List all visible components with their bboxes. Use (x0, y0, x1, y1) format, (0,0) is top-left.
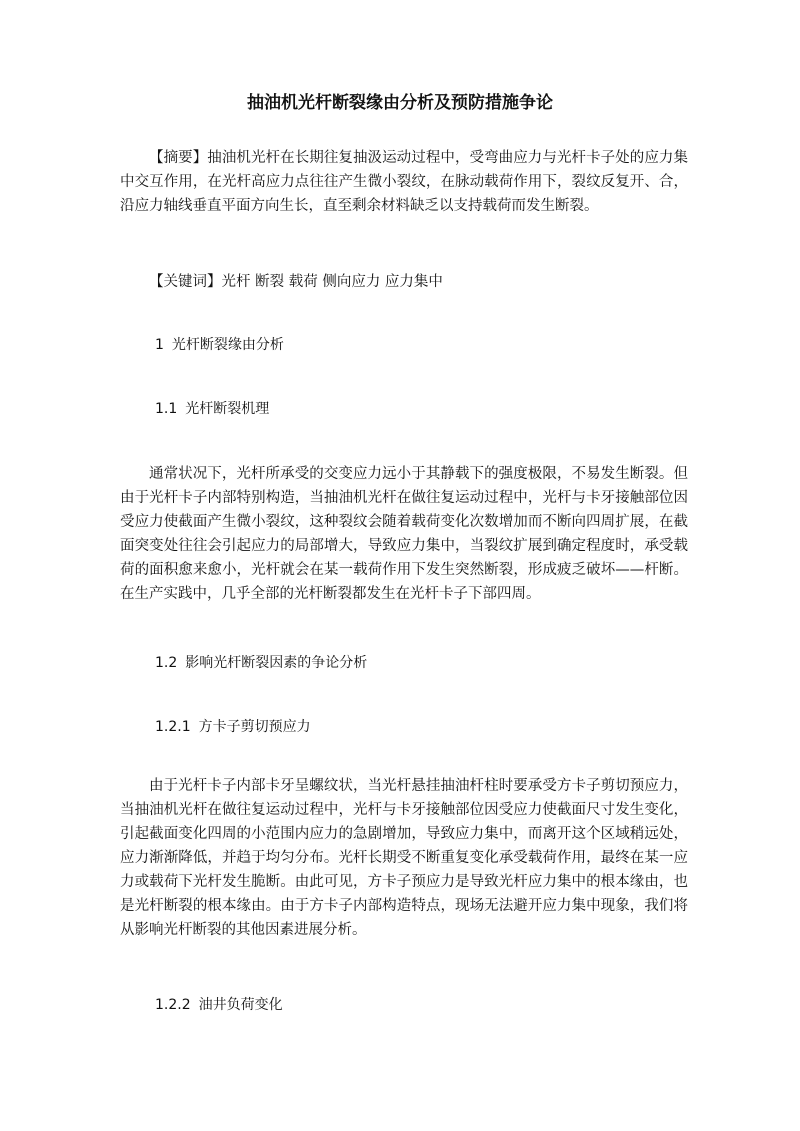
section-number: 1.2 (155, 655, 178, 671)
section-1-2-1-heading (155, 716, 311, 738)
section-title: 光杆断裂机理 (185, 401, 270, 417)
section-1-1-paragraph: 通常状况下，光杆所承受的交变应力远小于其静载下的强度极限，不易发生断裂。但由于光杆卡子内部特别构造，当抽油机光杆在做往复运动过程中，光杆与卡牙接触部位因受应力使截面产生微小裂纹，这种裂纹会随着载荷变化次数增加而不断向四周扩展，在截面突变处往往会引起应力的局部增大，导致应力集中，当裂纹扩展到确定程度时，承受载荷的面积愈来愈小，光杆就会在某一载荷作用下发生突然断裂，形成疲乏破坏——杆断。在生产实践中，几乎全部的光杆断裂都发生在光杆卡子下部四周。 (120, 466, 688, 602)
section-number: 1 (155, 337, 164, 353)
abstract-paragraph: 【摘要】抽油机光杆在长期往复抽汲运动过程中，受弯曲应力与光杆卡子处的应力集中交互作用，在光杆高应力点往往产生微小裂纹，在脉动载荷作用下，裂纹反复开、合，沿应力轴线垂直平面方向生长，直至剩余材料缺乏以支持载荷而发生断裂。 (120, 150, 688, 214)
section-number: 1.2.2 (155, 997, 191, 1013)
section-1-1-heading (155, 398, 269, 420)
section-1-2-1-paragraph: 由于光杆卡子内部卡牙呈螺纹状，当光杆悬挂抽油杆柱时要承受方卡子剪切预应力，当抽油机光杆在做往复运动过程中，光杆与卡牙接触部位因受应力使截面尺寸发生变化，引起截面变化四周的小范围内应力的急剧增加，导致应力集中，而离开这个区域稍远处，应力渐渐降低，并趋于均匀分布。光杆长期受不断重复变化承受载荷作用，最终在某一应力或载荷下光杆发生脆断。由此可见，方卡子预应力是导致光杆应力集中的根本缘由，也是光杆断裂的根本缘由。由于方卡子内部构造特点，现场无法避开应力集中现象，我们将从影响光杆断裂的其他因素进展分析。 (120, 778, 688, 938)
keywords-paragraph: 【关键词】光杆 断裂 载荷 侧向应力 应力集中 (149, 274, 443, 290)
section-title: 影响光杆断裂因素的争论分析 (185, 655, 368, 671)
section-1-2-2-heading (155, 994, 283, 1016)
section-number: 1.2.1 (155, 719, 191, 735)
section-1-heading (155, 334, 284, 356)
section-title: 光杆断裂缘由分析 (171, 337, 284, 353)
section-number: 1.1 (155, 401, 178, 417)
section-title: 油井负荷变化 (198, 997, 283, 1013)
section-title: 方卡子剪切预应力 (198, 719, 311, 735)
document-title: 抽油机光杆断裂缘由分析及预防措施争论 (247, 93, 553, 113)
section-1-2-heading (155, 652, 367, 674)
